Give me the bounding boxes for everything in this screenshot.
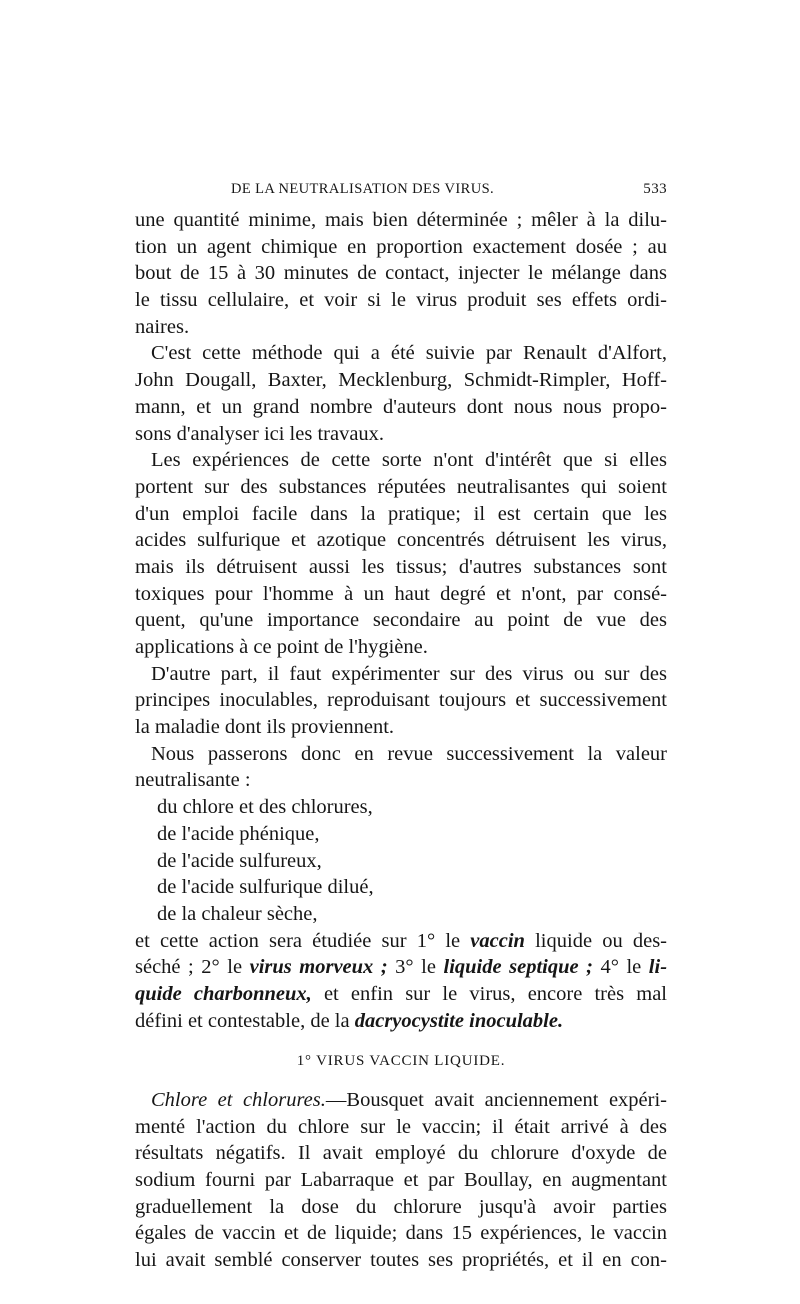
text-line: John Dougall, Baxter, Mecklenburg, Schmidt-Rimpler, Hoff-: [135, 369, 667, 392]
page-header: [135, 181, 667, 207]
emphasis: Chlore et chlorures.: [151, 1089, 326, 1111]
emphasis: vaccin: [470, 929, 525, 952]
text-line: C'est cette méthode qui a été suivie par Renault d'Alfort,: [151, 342, 667, 365]
text-line: lui avait semblé conserver toutes ses propriétés, et il en con-: [135, 1249, 667, 1272]
emphasis: virus morveux ;: [249, 956, 388, 979]
text-line: tion un agent chimique en proportion exactement dosée ; au: [135, 235, 667, 258]
body-text: [135, 207, 667, 1274]
text-run: liquide ou des-: [524, 929, 668, 952]
text-run: défini et contestable, de la: [135, 1009, 355, 1032]
section-heading: 1° VIRUS VACCIN LIQUIDE.: [296, 1053, 506, 1070]
text-line: mann, et un grand nombre d'auteurs dont nous nous propo-: [135, 395, 667, 418]
text-run: 4° le: [592, 956, 649, 979]
text-line: d'un emploi facile dans la pratique; il est certain que les: [135, 502, 667, 525]
text-line: Nous passerons donc en revue successivement la valeur: [151, 742, 667, 765]
text-line: acides sulfurique et azotique concentrés détruisent les virus,: [135, 529, 667, 552]
text-line: principes inoculables, reproduisant toujours et successivement: [135, 689, 667, 712]
text-line: [135, 1008, 667, 1035]
text-line: [135, 981, 667, 1008]
text-line: [135, 954, 667, 981]
text-line: bout de 15 à 30 minutes de contact, injecter le mélange dans: [135, 262, 667, 285]
text-line: toxiques pour l'homme à un haut degré et n'ont, par consé-: [135, 582, 667, 605]
text-line: D'autre part, il faut expérimenter sur des virus ou sur des: [151, 662, 667, 685]
text-line: applications à ce point de l'hygiène.: [135, 636, 428, 658]
text-line: naires.: [135, 315, 190, 338]
emphasis: liquide septique ;: [443, 956, 593, 979]
book-page: [135, 181, 667, 1274]
running-title: DE LA NEUTRALISATION DES VIRUS.: [231, 181, 495, 197]
text-line: mais ils détruisent aussi les tissus; d'autres substances sont: [135, 555, 667, 578]
text-line: une quantité minime, mais bien déterminée ; mêler à la dilu-: [135, 209, 667, 231]
list-item: de l'acide sulfureux,: [157, 849, 322, 872]
list-item: du chlore et des chlorures,: [157, 796, 373, 819]
text-run: et enfin sur le virus, encore très mal: [311, 982, 667, 1005]
text-line: [135, 1087, 667, 1114]
text-run: et cette action sera étudiée sur 1° le: [135, 929, 471, 952]
list-item: de l'acide sulfurique dilué,: [157, 876, 374, 899]
emphasis: dacryocystite inoculable.: [354, 1009, 564, 1032]
text-line: [135, 928, 667, 955]
text-line: portent sur des substances réputées neutralisantes qui soient: [135, 475, 667, 498]
text-line: neutralisante :: [135, 769, 251, 792]
text-line: égales de vaccin et de liquide; dans 15 expériences, le vaccin: [135, 1222, 667, 1245]
text-run: —Bousquet avait anciennement expéri-: [325, 1089, 667, 1111]
list-item: de l'acide phénique,: [157, 822, 320, 845]
text-line: résultats négatifs. Il avait employé du chlorure d'oxyde de: [135, 1142, 667, 1165]
emphasis: quide charbonneux,: [135, 982, 312, 1005]
text-line: Les expériences de cette sorte n'ont d'intérêt que si elles: [151, 449, 667, 472]
emphasis: li-: [648, 956, 668, 979]
text-line: la maladie dont ils proviennent.: [135, 716, 395, 739]
text-run: séché ; 2° le: [135, 956, 250, 979]
text-line: sons d'analyser ici les travaux.: [135, 422, 385, 445]
page-number: 533: [643, 181, 667, 197]
list-item: de la chaleur sèche,: [157, 902, 318, 925]
text-run: 3° le: [387, 956, 444, 979]
text-line: le tissu cellulaire, et voir si le virus produit ses effets ordi-: [135, 289, 667, 312]
text-line: graduellement la dose du chlorure jusqu'à avoir parties: [135, 1195, 667, 1218]
text-line: menté l'action du chlore sur le vaccin; il était arrivé à des: [135, 1115, 667, 1138]
text-line: sodium fourni par Labarraque et par Boullay, en augmentant: [135, 1169, 667, 1192]
text-line: quent, qu'une importance secondaire au point de vue des: [135, 609, 667, 632]
